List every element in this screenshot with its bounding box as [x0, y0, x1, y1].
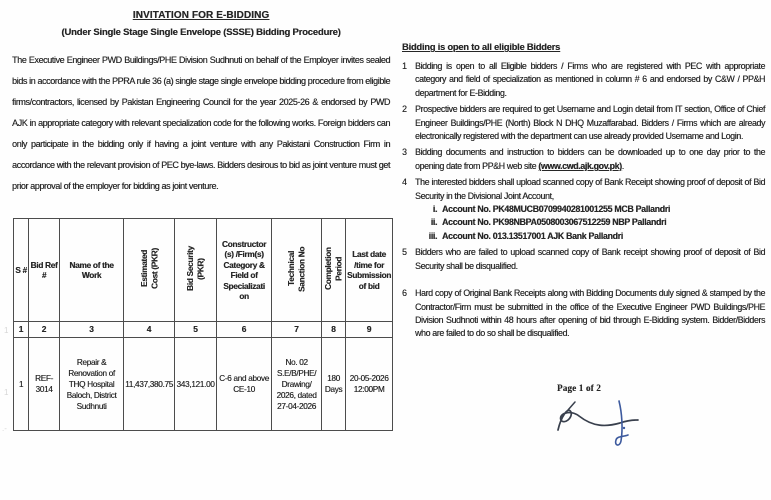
list-item [402, 176, 765, 243]
col-num: 5 [175, 322, 217, 338]
notices-heading: Bidding is open to all eligible Bidders [402, 42, 561, 52]
intro-paragraph: The Executive Engineer PWD Buildings/PHE Division Sudhnuti on behalf of the Employer invites sealed bids in accordance with the PPRA rule 36 (a) single stage single envelope bidding procedure from eligible firms/contractors, licensed by Pakistan Engineering Council for the year 2025-26 & endorsed by PWD AJK in appropriate category with relevant specialization code for the following works. Foreign bidders can only participate in the bidding only if having a joint venture with any Pakistani Construction Firm in accordance with the relevant provision of PEC bye-laws. Bidders desirous to bid as joint venture must get prior approval of the employer for bidding as joint venture. [12, 55, 390, 191]
cell-work-name: Repair & Renovation of THQ Hospital Baloch, District Sudhnuti [60, 338, 124, 431]
table-header-row [14, 219, 393, 322]
item-number: 6 [402, 288, 407, 299]
item-number: 2 [402, 104, 407, 115]
account-item [415, 216, 765, 229]
item-text: Hard copy of Original Bank Receipts along with Bidding Documents duly signed & stamped by the Contractor/Firm must be submitted in the office of the Executive Engineer PWD Buildings/PHE Division Sudhnoti within 48 hours after opening of bid through E-Bidding system. Bidder/Bidders who are failed to do so shall be disqualified. [415, 288, 765, 339]
col-num: 6 [217, 322, 272, 338]
scan-artifact: 1 [4, 326, 9, 335]
table-row [14, 338, 393, 431]
account-list [415, 203, 765, 243]
list-item [402, 103, 765, 143]
item-text-main: The interested bidders shall upload scanned copy of Bank Receipt showing proof of deposit of Bid Security in the Divisional Joint Account, [415, 177, 765, 201]
column-number-row [14, 322, 393, 338]
list-item [402, 246, 765, 273]
list-item [402, 146, 765, 173]
cell-s-no: 1 [14, 338, 29, 431]
item-text: Bidders who are failed to upload scanned copy of Bank receipt showing proof of deposit of Bid Security shall be disqualified. [415, 247, 765, 271]
col-num: 1 [14, 322, 29, 338]
col-num: 3 [60, 322, 124, 338]
header-category: Constructor (s) /Firm(s) Category & Field of Specializati on [217, 219, 272, 322]
account-item [415, 230, 765, 243]
cell-last-date: 20-05-2026 12:00PM [346, 338, 393, 431]
cell-technical-sanction: No. 02 S.E/B/PHE/ Drawing/ 2026, dated 27-04-2026 [272, 338, 322, 431]
page-number: Page 1 of 2 [557, 383, 601, 393]
account-label: i. [432, 204, 437, 215]
page-subtitle: (Under Single Stage Single Envelope (SSSE) Bidding Procedure) [61, 27, 341, 38]
list-item [402, 60, 765, 100]
header-bid-security: Bid Security (PKR) [175, 219, 217, 322]
item-number: 5 [402, 247, 407, 258]
account-number: Account No. PK48MUCB0709940281001255 MCB Pallandri [442, 204, 670, 215]
item-text [415, 146, 765, 173]
item-text: Prospective bidders are required to get Username and Login detail from IT section, Office of Chief Engineer Buildings/PHE (North) Block N DHQ Muzaffarabad. Bidders / Firms which are already electronically registered with the department can use already provided Username and Login. [415, 104, 765, 142]
item-text-before-link: Bidding documents and instruction to bidders can be downloaded up to one day prior to the opening date from PP&H web site [415, 147, 765, 171]
cell-bid-ref: REF-3014 [29, 338, 60, 431]
item-text-after-link: . [621, 160, 624, 171]
item-text: Bidding is open to all Eligible bidders / Firms who are registered with PEC with appropriate category and field of specialization as mentioned in column # 6 and endorsed by C&W / PP&H department for E-Bidding. [415, 61, 765, 98]
col-num: 7 [272, 322, 322, 338]
account-item [415, 203, 765, 216]
cell-bid-security: 343,121.00 [175, 338, 217, 431]
header-completion-period: Completion Period [322, 219, 346, 322]
account-label: ii. [430, 217, 437, 228]
header-last-date: Last date /time for Submission of bid [346, 219, 393, 322]
header-estimated-cost: Estimated Cost (PKR) [124, 219, 175, 322]
cell-completion-period: 180 Days [322, 338, 346, 431]
bid-table [13, 218, 393, 431]
item-number: 1 [402, 61, 407, 71]
item-number: 3 [402, 147, 407, 158]
col-num: 2 [29, 322, 60, 338]
list-item [402, 287, 765, 341]
header-bid-ref: Bid Ref # [29, 219, 60, 322]
page-title: INVITATION FOR E-BIDDING [132, 10, 270, 21]
scan-artifact: .- [2, 424, 7, 433]
cell-estimated-cost: 11,437,380.75 [124, 338, 175, 431]
right-column [402, 42, 765, 344]
col-num: 8 [322, 322, 346, 338]
scan-artifact: 1 [4, 388, 9, 397]
cell-category: C-6 and above CE-10 [217, 338, 272, 431]
account-number: Account No. 013.13517001 AJK Bank Pallandri [442, 230, 623, 241]
header-technical-sanction: Technical Sanction No [272, 219, 322, 322]
col-num: 4 [124, 322, 175, 338]
header-s-no: S # [14, 219, 29, 322]
account-label: iii. [428, 230, 437, 241]
website-url: (www.cwd.ajk.gov.pk) [538, 160, 622, 171]
item-number: 4 [402, 177, 407, 188]
account-number: Account No. PK98NBPA0508003067512259 NBP Pallandri [442, 217, 667, 228]
header-work-name: Name of the Work [60, 219, 124, 322]
signature-scrawl [548, 394, 652, 448]
col-num: 9 [346, 322, 393, 338]
left-column [12, 10, 390, 197]
item-text [415, 176, 765, 243]
